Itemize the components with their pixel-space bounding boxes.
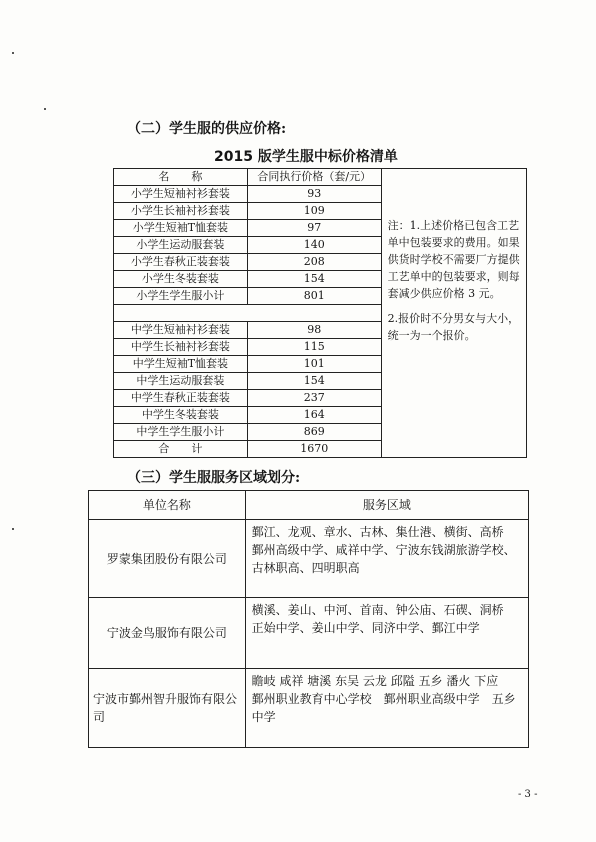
price-table-title: 2015 版学生服中标价格清单 [214, 149, 398, 165]
price-table [113, 168, 527, 458]
spacer-cell [114, 305, 382, 322]
item-name: 小学生运动服套装 [114, 237, 248, 254]
total-price: 1670 [247, 441, 381, 458]
note-1: 注：1.上述价格已包含工艺单中包装要求的费用。如果供货时学校不需要厂方提供工艺单中的包装要求，则每套减少供应价格 3 元。 [387, 219, 520, 300]
item-price: 164 [247, 407, 381, 424]
item-name: 小学生短袖T恤套装 [114, 220, 248, 237]
item-price: 109 [247, 203, 381, 220]
item-name: 中学生长袖衬衫套装 [114, 339, 248, 356]
region-row [89, 598, 529, 669]
region-row [89, 520, 529, 598]
item-price: 154 [247, 271, 381, 288]
item-price: 115 [247, 339, 381, 356]
scan-speck [44, 108, 46, 110]
service-area [245, 669, 528, 748]
header-price: 合同执行价格（套/元） [247, 169, 381, 186]
item-price: 154 [247, 373, 381, 390]
service-schools: 正始中学、姜山中学、同济中学、鄞江中学 [251, 621, 480, 635]
item-price: 208 [247, 254, 381, 271]
region-row [89, 669, 529, 748]
section-2-heading: （二）学生服的供应价格: [127, 121, 287, 137]
item-name: 中学生春秋正装套装 [114, 390, 248, 407]
service-schools: 鄞州高级中学、咸祥中学、宁波东钱湖旅游学校、古林职高、四明职高 [251, 543, 516, 575]
service-towns: 鄞江、龙观、章水、古林、集仕港、横街、高桥 [251, 525, 504, 539]
table-header-row [114, 169, 527, 186]
page-number: - 3 - [518, 789, 538, 800]
item-name: 小学生春秋正装套装 [114, 254, 248, 271]
price-notes [381, 169, 526, 458]
service-schools: 鄞州职业教育中心学校 鄞州职业高级中学 五乡中学 [251, 692, 516, 724]
section-3-heading: （三）学生服服务区域划分: [127, 470, 301, 486]
item-price: 101 [247, 356, 381, 373]
item-price: 869 [247, 424, 381, 441]
item-price: 801 [247, 288, 381, 305]
region-table [88, 490, 529, 748]
item-price: 98 [247, 322, 381, 339]
item-price: 140 [247, 237, 381, 254]
service-towns: 横溪、姜山、中河、首南、钟公庙、石碶、洞桥 [251, 603, 504, 617]
item-price: 97 [247, 220, 381, 237]
item-price: 237 [247, 390, 381, 407]
item-name: 中学生冬装套装 [114, 407, 248, 424]
company-name: 宁波金鸟服饰有限公司 [89, 598, 246, 669]
header-unit: 单位名称 [89, 491, 246, 520]
region-header-row [89, 491, 529, 520]
service-towns: 瞻岐 咸祥 塘溪 东吴 云龙 邱隘 五乡 潘火 下应 [251, 674, 499, 688]
total-label: 合 计 [114, 441, 248, 458]
item-name: 小学生学生服小计 [114, 288, 248, 305]
note-2: 2.报价时不分男女与大小，统一为一个报价。 [387, 312, 520, 342]
item-name: 中学生运动服套装 [114, 373, 248, 390]
item-name: 中学生短袖衬衫套装 [114, 322, 248, 339]
item-name: 小学生短袖衬衫套装 [114, 186, 248, 203]
company-name: 宁波市鄞州智升服饰有限公司 [89, 669, 246, 748]
item-name: 中学生学生服小计 [114, 424, 248, 441]
service-area [245, 598, 528, 669]
scan-speck [12, 52, 14, 54]
item-name: 小学生冬装套装 [114, 271, 248, 288]
company-name: 罗蒙集团股份有限公司 [89, 520, 246, 598]
item-name: 小学生长袖衬衫套装 [114, 203, 248, 220]
item-price: 93 [247, 186, 381, 203]
header-name: 名 称 [114, 169, 248, 186]
scan-speck [12, 528, 14, 530]
service-area [245, 520, 528, 598]
header-area: 服务区域 [245, 491, 528, 520]
item-name: 中学生短袖T恤套装 [114, 356, 248, 373]
